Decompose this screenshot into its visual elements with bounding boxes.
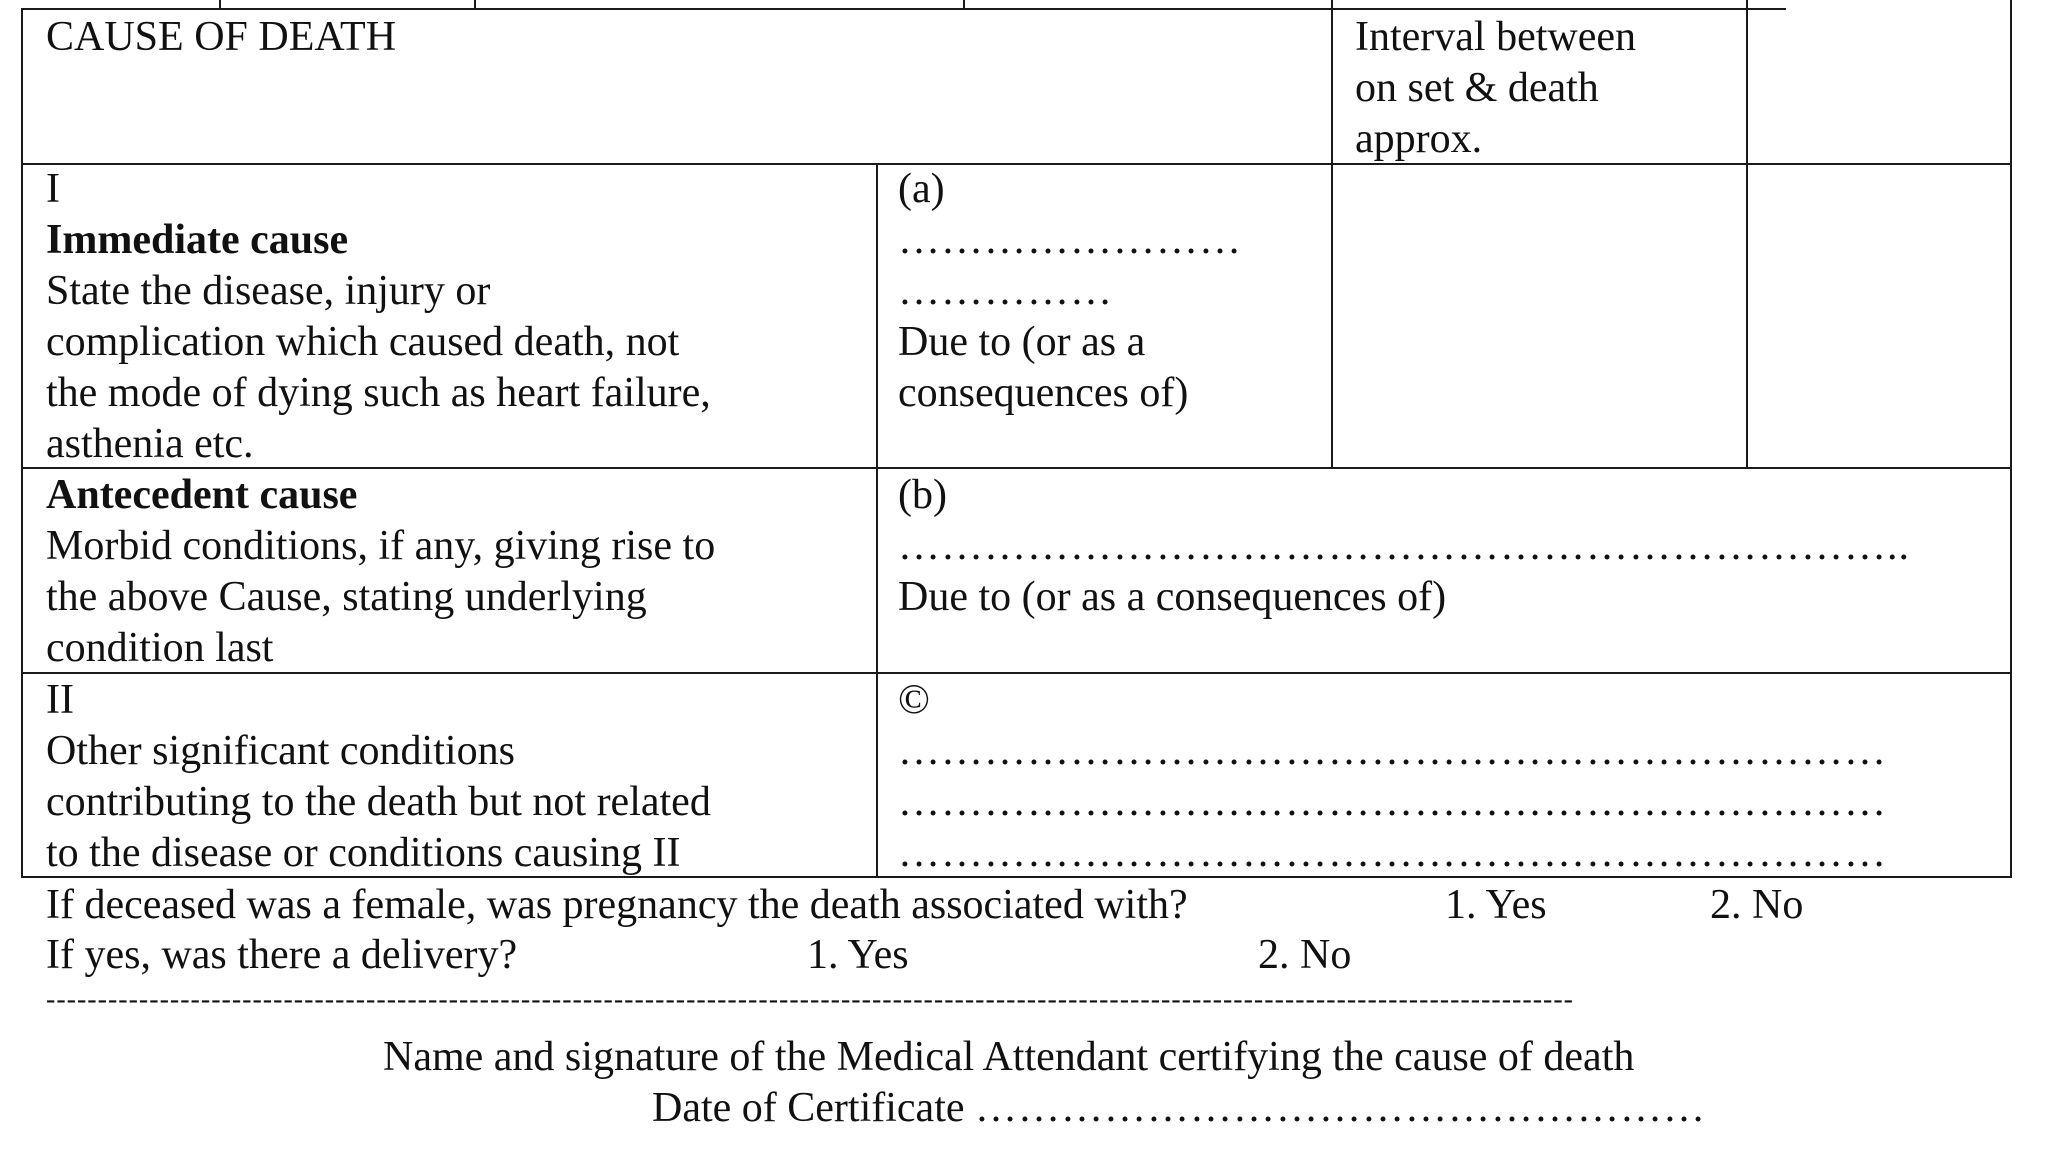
antecedent-desc-3: condition last (46, 625, 274, 671)
row-ii-desc-1: Other significant conditions (46, 728, 515, 774)
date-of-certificate-dots[interactable]: …………………………………………… (975, 1085, 1706, 1131)
cause-of-death-heading: CAUSE OF DEATH (46, 14, 397, 60)
top-stub-divider-3 (963, 0, 965, 10)
row-ii-dots-1[interactable]: …………………………………………………………… (898, 728, 1887, 774)
row-antecedent-label (46, 470, 715, 674)
row-i-label (46, 164, 711, 470)
row-ii-desc-3: to the disease or conditions causing II (46, 830, 681, 876)
immediate-cause-desc-2: complication which caused death, not (46, 319, 680, 365)
immediate-cause-desc-1: State the disease, injury or (46, 268, 491, 314)
antecedent-desc-1: Morbid conditions, if any, giving rise to (46, 523, 716, 569)
row-ii-marker-c: © (898, 677, 930, 723)
separator-dashes: ---------------------------------------------------------------------------------------------------------------------------------------------------- (46, 985, 1574, 1015)
date-of-certificate-label: Date of Certificate (652, 1085, 965, 1131)
left-border (21, 8, 23, 877)
row-ii-label (46, 675, 711, 879)
column-divider-extra (1746, 0, 1748, 468)
immediate-cause-desc-3: the mode of dying such as heart failure, (46, 370, 711, 416)
antecedent-cause-title: Antecedent cause (46, 472, 358, 518)
row-i-dots-2[interactable]: …………… (898, 268, 1113, 314)
pregnancy-yes-option[interactable]: 1. Yes (1445, 882, 1547, 928)
row-antecedent-due-to: Due to (or as a consequences of) (898, 574, 1447, 620)
column-divider-interval (1331, 8, 1333, 468)
row-ii-dots-2[interactable]: …………………………………………………………… (898, 779, 1887, 825)
row-i-roman: I (46, 166, 60, 212)
row-antecedent-dots[interactable]: …………………………………………………………….. (898, 523, 1910, 569)
top-stub-divider-1 (219, 0, 221, 10)
interval-heading (1355, 12, 1636, 165)
delivery-yes-option[interactable]: 1. Yes (807, 932, 909, 978)
row-ii-dots-3[interactable]: …………………………………………………………… (898, 830, 1887, 876)
row-ii-roman: II (46, 677, 74, 723)
column-divider-label (876, 164, 878, 877)
antecedent-desc-2: the above Cause, stating underlying (46, 574, 647, 620)
row-ii-desc-2: contributing to the death but not related (46, 779, 711, 825)
row-i-dots-1[interactable]: …………………… (898, 217, 1242, 263)
right-border (2010, 0, 2012, 877)
delivery-question: If yes, was there a delivery? (46, 932, 518, 978)
delivery-no-option[interactable]: 2. No (1258, 932, 1352, 978)
row-antecedent-entry (898, 470, 1998, 623)
interval-heading-line-3: approx. (1355, 116, 1483, 162)
row-i-due-to-1: Due to (or as a (898, 319, 1146, 365)
top-stub-divider-2 (474, 0, 476, 10)
row-ii-entry (898, 675, 1998, 879)
row-i-due-to-2: consequences of) (898, 370, 1189, 416)
interval-heading-line-2: on set & death (1355, 65, 1599, 111)
interval-heading-line-1: Interval between (1355, 14, 1637, 60)
immediate-cause-title: Immediate cause (46, 217, 349, 263)
immediate-cause-desc-4: asthenia etc. (46, 421, 254, 467)
top-border (21, 8, 1786, 10)
pregnancy-question: If deceased was a female, was pregnancy the death associated with? (46, 882, 1188, 928)
row-i-entry (898, 164, 1318, 419)
pregnancy-no-option[interactable]: 2. No (1710, 882, 1804, 928)
row-i-marker-a: (a) (898, 166, 945, 212)
signature-label: Name and signature of the Medical Attendant certifying the cause of death (383, 1034, 1635, 1080)
date-of-certificate-row (652, 1083, 1706, 1133)
row-antecedent-marker-b: (b) (898, 472, 947, 518)
